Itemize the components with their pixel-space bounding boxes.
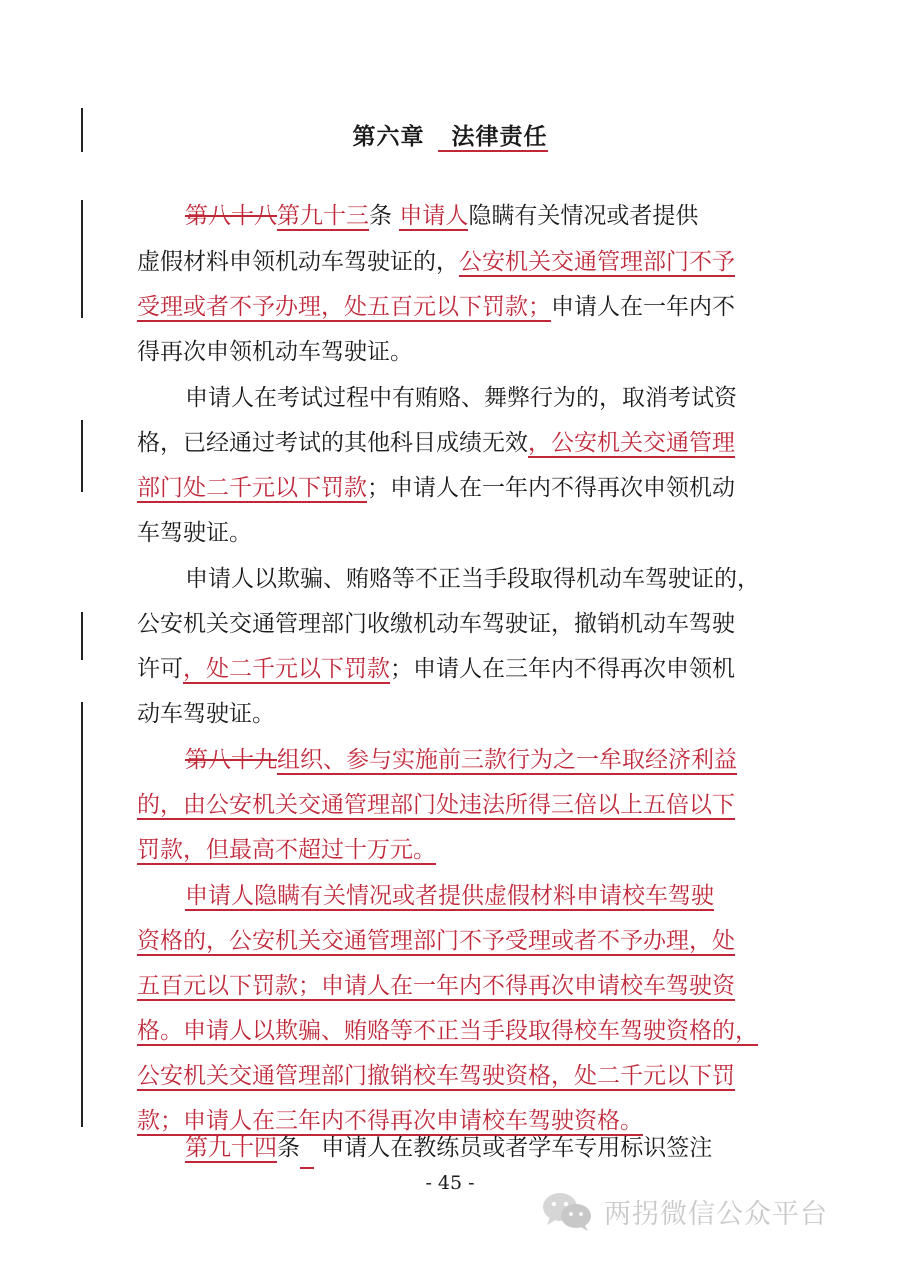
text-line — [137, 830, 777, 870]
text-run: ；申请人在一年内不得再次申领机动 — [367, 475, 735, 501]
text-line — [137, 287, 777, 327]
text-line — [137, 1056, 777, 1096]
text-line — [137, 785, 777, 825]
chapter-number: 第六章 — [352, 124, 434, 150]
text-line — [137, 966, 777, 1006]
text-line — [185, 1128, 825, 1168]
deleted-text: 第八十九 — [185, 747, 277, 773]
text-line — [185, 559, 825, 599]
chapter-title — [0, 118, 900, 151]
text-run: 许可 — [137, 656, 183, 682]
wechat-icon — [538, 1189, 596, 1233]
text-run: 申请人以欺骗、贿赂等不正当手段取得机动车驾驶证的， — [185, 566, 760, 592]
change-bar — [81, 612, 83, 660]
inserted-text: 格。申请人以欺骗、贿赂等不正当手段取得校车驾驶资格的， — [137, 1018, 758, 1044]
text-line — [137, 604, 777, 644]
text-line — [137, 468, 777, 508]
inserted-text: ，处二千元以下罚款 — [183, 656, 390, 682]
watermark-text: 两拐微信公众平台 — [604, 1198, 828, 1230]
text-line — [137, 1011, 777, 1051]
text-run: 隐瞒有关情况或者提供 — [468, 203, 699, 229]
text-line — [137, 694, 777, 734]
text-run: 申请人在教练员或者学车专用标识签注 — [314, 1135, 713, 1161]
text-run: 虚假材料申领机动车驾驶证的， — [137, 249, 459, 275]
text-line — [137, 513, 777, 553]
text-line — [137, 921, 777, 961]
inserted-text: 第九十三 — [277, 203, 369, 229]
inserted-text: 的，由公安机关交通管理部门处违法所得三倍以上五倍以下 — [137, 792, 735, 818]
text-run: 公安机关交通管理部门收缴机动车驾驶证，撤销机动车驾驶 — [137, 611, 735, 637]
text-run: 申请人在考试过程中有贿赂、舞弊行为的，取消考试资 — [185, 385, 737, 411]
text-run: 申请人在一年内不 — [551, 294, 735, 320]
text-run: 条 — [277, 1135, 300, 1161]
chapter-name: 法律责任 — [438, 124, 548, 152]
inserted-text: ，公安机关交通管理 — [528, 430, 735, 456]
text-line — [137, 649, 777, 689]
inserted-blank — [300, 1141, 314, 1169]
inserted-text: 第九十四 — [185, 1135, 277, 1161]
text-run: 动车驾驶证。 — [137, 701, 275, 727]
text-line — [137, 423, 777, 463]
text-line — [185, 740, 825, 780]
text-line — [185, 876, 825, 916]
change-bar — [81, 200, 83, 318]
text-line — [137, 332, 777, 372]
inserted-text: 资格的，公安机关交通管理部门不予受理或者不予办理，处 — [137, 928, 735, 954]
page-number: - 45 - — [425, 1172, 475, 1194]
text-run: 得再次申领机动车驾驶证。 — [137, 339, 413, 365]
text-run: 车驾驶证。 — [137, 520, 252, 546]
inserted-text: 申请人隐瞒有关情况或者提供虚假材料申请校车驾驶 — [185, 883, 714, 909]
inserted-text: 组织、参与实施前三款行为之一牟取经济利益 — [277, 747, 737, 773]
inserted-text: 部门处二千元以下罚款 — [137, 475, 367, 501]
text-line — [137, 242, 777, 282]
text-run: 条 — [369, 203, 400, 229]
text-run: ；申请人在三年内不得再次申领机 — [390, 656, 735, 682]
inserted-text: 款；申请人在三年内不得再次申请校车驾驶资格。 — [137, 1108, 643, 1134]
change-bar — [81, 420, 83, 492]
change-bar — [81, 702, 83, 1127]
text-line — [185, 196, 825, 236]
text-run: 格，已经通过考试的其他科目成绩无效 — [137, 430, 528, 456]
deleted-text: 第八十八 — [185, 203, 277, 229]
inserted-text: 受理或者不予办理，处五百元以下罚款； — [137, 294, 551, 320]
inserted-text: 公安机关交通管理部门不予 — [459, 249, 735, 275]
inserted-text: 申请人 — [399, 203, 469, 229]
inserted-text: 罚款，但最高不超过十万元。 — [137, 837, 436, 863]
inserted-text: 公安机关交通管理部门撤销校车驾驶资格，处二千元以下罚 — [137, 1063, 735, 1089]
watermark — [538, 1188, 828, 1234]
inserted-text: 五百元以下罚款；申请人在一年内不得再次申请校车驾驶资 — [137, 973, 735, 999]
text-line — [185, 378, 825, 418]
